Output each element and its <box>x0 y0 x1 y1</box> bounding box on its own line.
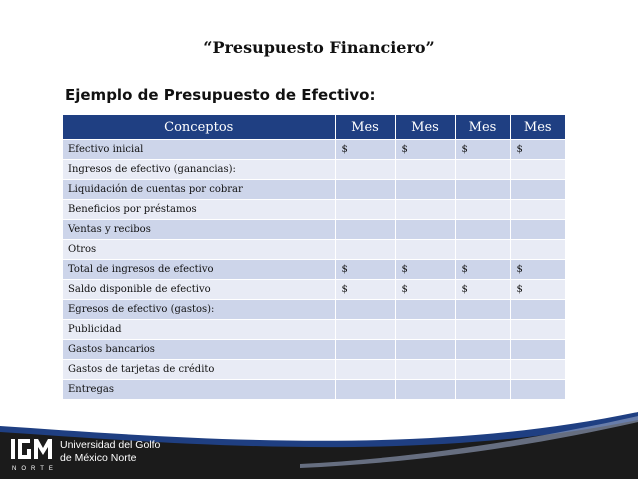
row-cell-mes-4 <box>510 360 565 380</box>
row-cell-mes-1: $ <box>335 140 395 160</box>
table-row <box>63 140 565 160</box>
row-cell-mes-1 <box>335 340 395 360</box>
row-cell-mes-2 <box>395 340 455 360</box>
table-row <box>63 260 565 280</box>
row-cell-mes-1 <box>335 320 395 340</box>
section-subtitle: Ejemplo de Presupuesto de Efectivo: <box>65 86 376 104</box>
row-label: Efectivo inicial <box>63 140 335 160</box>
row-cell-mes-3 <box>455 340 510 360</box>
row-cell-mes-1: $ <box>335 280 395 300</box>
row-cell-mes-4 <box>510 220 565 240</box>
university-logo-icon <box>10 436 56 466</box>
row-cell-mes-3 <box>455 360 510 380</box>
logo-subtext: NORTE <box>12 466 58 472</box>
row-label: Gastos de tarjetas de crédito <box>63 360 335 380</box>
row-cell-mes-3: $ <box>455 280 510 300</box>
table-row <box>63 240 565 260</box>
table-row <box>63 280 565 300</box>
row-cell-mes-1 <box>335 300 395 320</box>
row-label: Ingresos de efectivo (ganancias): <box>63 160 335 180</box>
row-cell-mes-4 <box>510 180 565 200</box>
row-label: Gastos bancarios <box>63 340 335 360</box>
row-cell-mes-2 <box>395 220 455 240</box>
header-mes-3: Mes <box>455 115 510 140</box>
row-cell-mes-1 <box>335 360 395 380</box>
row-label: Publicidad <box>63 320 335 340</box>
header-mes-1: Mes <box>335 115 395 140</box>
university-name-line2: de México Norte <box>60 452 137 464</box>
header-mes-4: Mes <box>510 115 565 140</box>
row-cell-mes-3 <box>455 200 510 220</box>
row-cell-mes-1: $ <box>335 260 395 280</box>
row-cell-mes-4: $ <box>510 280 565 300</box>
row-cell-mes-4: $ <box>510 140 565 160</box>
table-row <box>63 160 565 180</box>
row-label: Otros <box>63 240 335 260</box>
budget-table <box>63 115 565 399</box>
row-cell-mes-2 <box>395 300 455 320</box>
row-cell-mes-4: $ <box>510 260 565 280</box>
row-cell-mes-2: $ <box>395 140 455 160</box>
university-name-line1: Universidad del Golfo <box>60 439 161 451</box>
row-cell-mes-3: $ <box>455 140 510 160</box>
row-label: Egresos de efectivo (gastos): <box>63 300 335 320</box>
row-cell-mes-2 <box>395 320 455 340</box>
row-cell-mes-3 <box>455 220 510 240</box>
table-row <box>63 180 565 200</box>
row-label: Entregas <box>63 380 335 400</box>
row-cell-mes-2: $ <box>395 280 455 300</box>
row-cell-mes-3 <box>455 380 510 400</box>
row-cell-mes-3 <box>455 160 510 180</box>
row-cell-mes-4 <box>510 320 565 340</box>
row-cell-mes-1 <box>335 380 395 400</box>
row-label: Beneficios por préstamos <box>63 200 335 220</box>
row-cell-mes-3 <box>455 300 510 320</box>
row-cell-mes-1 <box>335 220 395 240</box>
university-name <box>60 439 160 465</box>
row-cell-mes-3 <box>455 180 510 200</box>
table-row <box>63 220 565 240</box>
table-row <box>63 300 565 320</box>
row-cell-mes-3: $ <box>455 260 510 280</box>
row-cell-mes-1 <box>335 240 395 260</box>
row-cell-mes-4 <box>510 380 565 400</box>
row-cell-mes-1 <box>335 160 395 180</box>
row-cell-mes-4 <box>510 200 565 220</box>
header-conceptos: Conceptos <box>63 115 335 140</box>
row-label: Total de ingresos de efectivo <box>63 260 335 280</box>
table-row <box>63 320 565 340</box>
row-cell-mes-1 <box>335 200 395 220</box>
table-header-row <box>63 115 565 140</box>
row-cell-mes-4 <box>510 160 565 180</box>
row-cell-mes-1 <box>335 180 395 200</box>
table-row <box>63 380 565 400</box>
row-label: Ventas y recibos <box>63 220 335 240</box>
table-row <box>63 200 565 220</box>
row-label: Liquidación de cuentas por cobrar <box>63 180 335 200</box>
row-label: Saldo disponible de efectivo <box>63 280 335 300</box>
row-cell-mes-3 <box>455 240 510 260</box>
row-cell-mes-3 <box>455 320 510 340</box>
row-cell-mes-4 <box>510 300 565 320</box>
table-row <box>63 360 565 380</box>
row-cell-mes-4 <box>510 240 565 260</box>
row-cell-mes-2: $ <box>395 260 455 280</box>
row-cell-mes-2 <box>395 180 455 200</box>
row-cell-mes-2 <box>395 360 455 380</box>
header-mes-2: Mes <box>395 115 455 140</box>
row-cell-mes-2 <box>395 200 455 220</box>
row-cell-mes-4 <box>510 340 565 360</box>
table-row <box>63 340 565 360</box>
row-cell-mes-2 <box>395 380 455 400</box>
slide-title: “Presupuesto Financiero” <box>203 38 435 57</box>
row-cell-mes-2 <box>395 160 455 180</box>
row-cell-mes-2 <box>395 240 455 260</box>
